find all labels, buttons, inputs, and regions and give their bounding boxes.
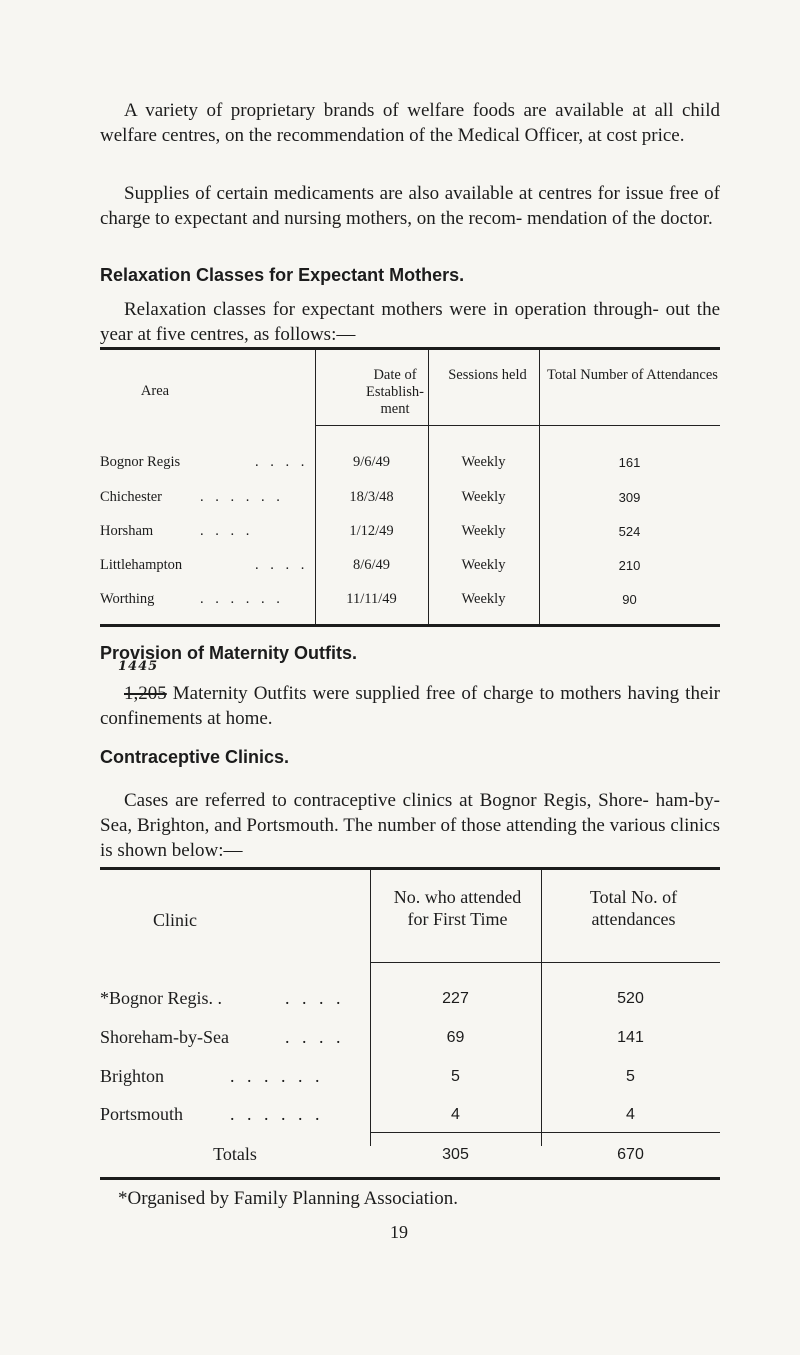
row-total: 161 [618, 455, 641, 470]
header-total-attendances: Total No. of attendances [589, 887, 678, 929]
row-first: 227 [442, 990, 469, 1007]
row-first: 69 [446, 1029, 465, 1046]
row-total: 524 [618, 524, 641, 539]
header-clinic: Clinic [153, 910, 197, 930]
row-first: 5 [451, 1068, 460, 1085]
header-rule [370, 962, 720, 963]
row-leader: . . . . [200, 523, 254, 539]
row-leader: . . . . [255, 454, 309, 470]
row-leader: . . . . . . [200, 489, 284, 505]
struck-number: 1,205 [124, 683, 167, 704]
row-area: Chichester [100, 489, 163, 505]
contraceptive-heading: Contraceptive Clinics. [100, 747, 290, 767]
row-date: 18/3/48 [349, 489, 394, 505]
row-sessions: Weekly [461, 591, 506, 607]
row-area: Littlehampton [100, 557, 183, 573]
header-total: Total Number of Attendances [547, 367, 718, 383]
row-clinic: Portsmouth [100, 1104, 184, 1124]
row-total: 141 [617, 1029, 644, 1046]
column-divider [370, 870, 371, 1146]
header-date: Date of Establish- ment [366, 367, 424, 417]
header-first-time: No. who attended for First Time [393, 887, 522, 929]
row-sessions: Weekly [461, 523, 506, 539]
column-divider [541, 870, 542, 1146]
column-divider [539, 350, 540, 624]
row-leader: . . . . [285, 1027, 345, 1047]
row-date: 9/6/49 [352, 454, 391, 470]
relaxation-paragraph: Relaxation classes for expectant mothers were in operation through- out the year at five centres, as follows:— [100, 299, 720, 345]
row-date: 8/6/49 [352, 557, 391, 573]
row-leader: . . . . . . [200, 591, 284, 607]
row-first: 4 [451, 1106, 460, 1123]
row-area: Worthing [100, 591, 155, 607]
row-date: 11/11/49 [346, 591, 397, 607]
totals-total: 670 [617, 1146, 644, 1163]
intro-paragraph-1: A variety of proprietary brands of welfare foods are available at all child welfare centres, on the recommendation of the Medical Officer, at cost price. [100, 100, 720, 146]
row-sessions: Weekly [461, 557, 506, 573]
footnote: *Organised by Family Planning Association. [118, 1188, 459, 1209]
table-bottom-rule [100, 624, 720, 627]
row-leader: . . . . . . [230, 1104, 324, 1124]
row-total: 520 [617, 990, 644, 1007]
column-divider [315, 350, 316, 624]
row-clinic: *Bognor Regis. . [100, 988, 223, 1008]
row-clinic: Brighton [100, 1066, 165, 1086]
row-area: Horsham [100, 523, 154, 539]
row-leader: . . . . [285, 988, 345, 1008]
row-total: 90 [622, 592, 637, 607]
row-total: 210 [618, 558, 641, 573]
totals-rule [370, 1132, 720, 1133]
row-clinic: Shoreham-by-Sea [100, 1027, 229, 1047]
contraceptive-paragraph: Cases are referred to contraceptive clinics at Bognor Regis, Shore- ham-by-Sea, Brighton, and Portsmouth. The number of those attending the various clinics is shown below:— [100, 790, 720, 861]
maternity-paragraph [100, 681, 720, 731]
header-rule [315, 425, 720, 426]
row-date: 1/12/49 [349, 523, 394, 539]
header-area: Area [140, 383, 170, 399]
table-top-rule [100, 347, 720, 350]
row-area: Bognor Regis [100, 454, 181, 470]
maternity-text: Maternity Outfits were supplied free of charge to mothers having their confinements at home. [100, 683, 720, 729]
intro-paragraph-2: Supplies of certain medicaments are also available at centres for issue free of charge to expectant and nursing mothers, on the recom- mendation of the doctor. [100, 183, 720, 229]
row-sessions: Weekly [461, 454, 506, 470]
totals-label: Totals [213, 1144, 257, 1164]
row-sessions: Weekly [461, 489, 506, 505]
row-total: 4 [626, 1106, 635, 1123]
table-top-rule [100, 867, 720, 870]
row-leader: . . . . [255, 557, 309, 573]
row-leader: . . . . . . [230, 1066, 324, 1086]
row-total: 309 [618, 490, 641, 505]
header-sessions: Sessions held [448, 367, 527, 383]
relaxation-heading: Relaxation Classes for Expectant Mothers. [100, 265, 465, 285]
handwritten-correction: 1445 [118, 659, 159, 674]
totals-first: 305 [442, 1146, 469, 1163]
maternity-heading: Provision of Maternity Outfits. [100, 643, 358, 663]
page-number: 19 [390, 1222, 408, 1242]
row-total: 5 [626, 1068, 635, 1085]
table-bottom-rule [100, 1177, 720, 1180]
